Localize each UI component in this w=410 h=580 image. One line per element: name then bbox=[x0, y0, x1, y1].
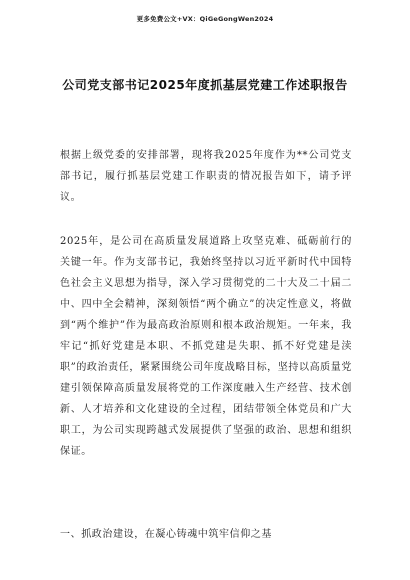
summary-paragraph: 2025年，是公司在高质量发展道路上攻坚克难、砥砺前行的关键一年。作为支部书记，我始终坚持以习近平新时代中国特色社会主义思想为指导，深入学习贯彻党的二十大及二十届二中、四中全会精神，深刻领悟“两个确立”的决定性意义，将做到“两个维护”作为最高政治原则和根本政治规矩。一年来，我牢记“抓好党建是本职、不抓党建是失职、抓不好党建是渎职”的政治责任，紧紧围绕公司年度战略目标，坚持以高质量党建引领保障高质量发展将党的工作深度融入生产经营、技术创新、人才培养和文化建设的全过程，团结带领全体党员和广大职工，为公司实现跨越式发展提供了坚强的政治、思想和组织保证。 bbox=[60, 236, 352, 457]
intro-paragraph: 根据上级党委的安排部署，现将我2025年度作为**公司党支部书记，履行抓基层党建工作职责的情况报告如下，请予评议。 bbox=[60, 150, 352, 203]
header-note: 更多免费公文+VX：QiGeGongWen2024 bbox=[136, 15, 274, 23]
section-heading: 一、抓政治建设，在凝心铸魂中筑牢信仰之基 bbox=[60, 529, 272, 540]
document-title: 公司党支部书记2025年度抓基层党建工作述职报告 bbox=[62, 78, 348, 92]
